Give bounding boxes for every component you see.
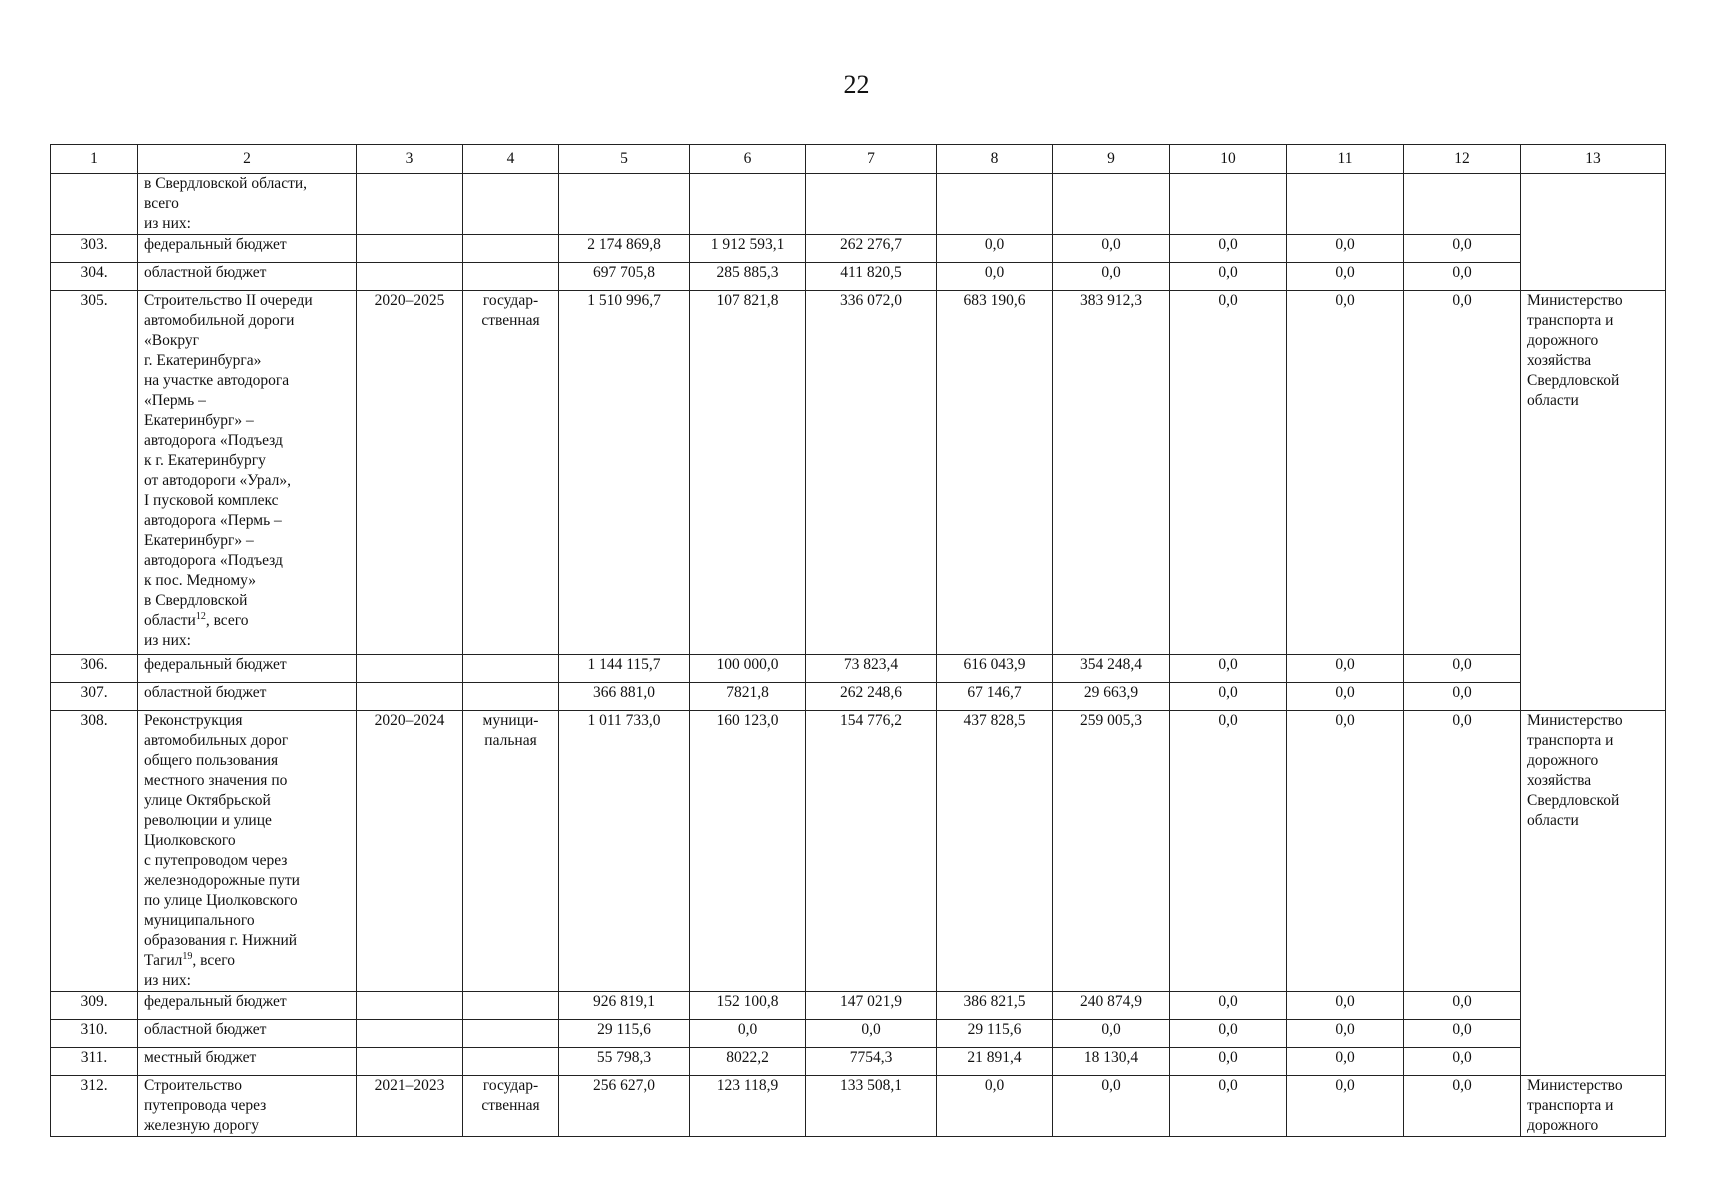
value-cell: 107 821,8 [690,291,806,655]
value-cell: 154 776,2 [806,711,937,992]
col-header: 8 [937,145,1053,174]
value-cell: 2 174 869,8 [559,235,690,263]
value-cell: 0,0 [1287,992,1404,1020]
value-cell: 0,0 [1170,683,1287,711]
value-cell: 29 115,6 [559,1020,690,1048]
value-cell: 262 276,7 [806,235,937,263]
value-cell: 0,0 [1170,263,1287,291]
value-cell: 123 118,9 [690,1076,806,1137]
row-number: 311. [51,1048,138,1076]
period-cell: 2020–2025 [357,291,463,655]
value-cell: 0,0 [1404,655,1521,683]
value-cell: 0,0 [1287,291,1404,655]
value-cell: 0,0 [1287,655,1404,683]
value-cell: 0,0 [1404,711,1521,992]
value-cell: 1 912 593,1 [690,235,806,263]
value-cell: 0,0 [1170,992,1287,1020]
value-cell: 0,0 [1404,992,1521,1020]
row-number: 305. [51,291,138,655]
table-row [51,235,1666,263]
value-cell: 383 912,3 [1053,291,1170,655]
value-cell: 437 828,5 [937,711,1053,992]
value-cell: 55 798,3 [559,1048,690,1076]
row-number: 307. [51,683,138,711]
value-cell: 0,0 [937,1076,1053,1137]
value-cell: 0,0 [1170,1076,1287,1137]
value-cell: 0,0 [1404,235,1521,263]
value-cell: 0,0 [1404,683,1521,711]
table-row [51,655,1666,683]
period-cell: 2021–2023 [357,1076,463,1137]
value-cell: 160 123,0 [690,711,806,992]
table-row [51,174,1666,235]
value-cell: 8022,2 [690,1048,806,1076]
row-number: 304. [51,263,138,291]
value-cell: 0,0 [1404,263,1521,291]
budget-source: федеральный бюджет [138,992,357,1020]
value-cell: 29 663,9 [1053,683,1170,711]
value-cell: 0,0 [1170,655,1287,683]
value-cell: 7754,3 [806,1048,937,1076]
value-cell: 73 823,4 [806,655,937,683]
value-cell: 147 021,9 [806,992,937,1020]
project-name: в Свердловской области, всего из них: [138,174,357,235]
value-cell: 0,0 [1287,235,1404,263]
col-header: 2 [138,145,357,174]
value-cell: 259 005,3 [1053,711,1170,992]
value-cell: 0,0 [1287,711,1404,992]
value-cell: 285 885,3 [690,263,806,291]
col-header: 10 [1170,145,1287,174]
budget-source: федеральный бюджет [138,235,357,263]
value-cell: 29 115,6 [937,1020,1053,1048]
value-cell: 1 144 115,7 [559,655,690,683]
value-cell: 0,0 [1053,1076,1170,1137]
row-number: 308. [51,711,138,992]
row-number: 310. [51,1020,138,1048]
value-cell: 411 820,5 [806,263,937,291]
department-cell: Министерство транспорта и дорожного хозяйства Свердловской области [1521,711,1666,1076]
ownership-cell: государ- ственная [463,1076,559,1137]
value-cell: 67 146,7 [937,683,1053,711]
budget-source: областной бюджет [138,263,357,291]
value-cell: 0,0 [806,1020,937,1048]
value-cell: 0,0 [937,263,1053,291]
col-header: 9 [1053,145,1170,174]
value-cell: 926 819,1 [559,992,690,1020]
table-row [51,683,1666,711]
col-header: 4 [463,145,559,174]
value-cell: 133 508,1 [806,1076,937,1137]
value-cell: 0,0 [1053,235,1170,263]
value-cell: 616 043,9 [937,655,1053,683]
value-cell: 256 627,0 [559,1076,690,1137]
value-cell: 683 190,6 [937,291,1053,655]
budget-source: областной бюджет [138,1020,357,1048]
value-cell: 21 891,4 [937,1048,1053,1076]
value-cell: 0,0 [1404,1076,1521,1137]
value-cell: 1 011 733,0 [559,711,690,992]
department-cell: Министерство транспорта и дорожного хозяйства Свердловской области [1521,291,1666,711]
value-cell: 0,0 [1404,291,1521,655]
table-row [51,263,1666,291]
value-cell: 240 874,9 [1053,992,1170,1020]
col-header: 3 [357,145,463,174]
value-cell: 0,0 [1404,1020,1521,1048]
value-cell: 0,0 [1287,1020,1404,1048]
row-number: 306. [51,655,138,683]
value-cell: 262 248,6 [806,683,937,711]
col-header: 1 [51,145,138,174]
value-cell: 0,0 [1287,1076,1404,1137]
budget-table [50,144,1666,1137]
page-number: 22 [843,70,870,99]
value-cell: 386 821,5 [937,992,1053,1020]
value-cell: 0,0 [1053,1020,1170,1048]
value-cell: 152 100,8 [690,992,806,1020]
value-cell: 0,0 [1404,1048,1521,1076]
value-cell: 0,0 [690,1020,806,1048]
table-row [51,1076,1666,1137]
value-cell: 697 705,8 [559,263,690,291]
value-cell: 0,0 [1170,1048,1287,1076]
budget-source: местный бюджет [138,1048,357,1076]
value-cell: 0,0 [937,235,1053,263]
value-cell: 1 510 996,7 [559,291,690,655]
budget-source: федеральный бюджет [138,655,357,683]
row-number: 312. [51,1076,138,1137]
col-header: 11 [1287,145,1404,174]
value-cell: 0,0 [1287,263,1404,291]
value-cell: 0,0 [1170,1020,1287,1048]
project-name: Строительство II очереди автомобильной дороги «Вокруг г. Екатеринбурга» на участке автодорога «Пермь – Екатеринбург» – автодорога «Подъезд к г. Екатеринбургу от автодороги «Урал», I пусковой комплекс автодорога «Пермь – Екатеринбург» – автодорога «Подъезд к пос. Медному» в Свердловской области$^{12}$, всего из них: [138,291,357,655]
value-cell: 0,0 [1170,235,1287,263]
value-cell: 18 130,4 [1053,1048,1170,1076]
value-cell: 0,0 [1053,263,1170,291]
period-cell: 2020–2024 [357,711,463,992]
value-cell: 0,0 [1287,683,1404,711]
table-row [51,291,1666,655]
value-cell: 7821,8 [690,683,806,711]
project-name: Реконструкция автомобильных дорог общего пользования местного значения по улице Октябрьской революции и улице Циолковского с путепроводом через железнодорожные пути по улице Циолковского муниципального образования г. Нижний Тагил$^{19}$, всего из них: [138,711,357,992]
value-cell: 0,0 [1170,291,1287,655]
table-row [51,711,1666,992]
department-cell [1521,174,1666,291]
table-row [51,1048,1666,1076]
table-row [51,1020,1666,1048]
col-header: 12 [1404,145,1521,174]
row-number: 303. [51,235,138,263]
value-cell: 336 072,0 [806,291,937,655]
header-row [51,145,1666,174]
row-number: 309. [51,992,138,1020]
ownership-cell: государ- ственная [463,291,559,655]
budget-source: областной бюджет [138,683,357,711]
col-header: 7 [806,145,937,174]
col-header: 6 [690,145,806,174]
value-cell: 0,0 [1287,1048,1404,1076]
value-cell: 354 248,4 [1053,655,1170,683]
department-cell: Министерство транспорта и дорожного [1521,1076,1666,1137]
project-name: Строительство путепровода через железную дорогу [138,1076,357,1137]
value-cell: 100 000,0 [690,655,806,683]
col-header: 5 [559,145,690,174]
ownership-cell: муници- пальная [463,711,559,992]
value-cell: 0,0 [1170,711,1287,992]
value-cell: 366 881,0 [559,683,690,711]
table-row [51,992,1666,1020]
col-header: 13 [1521,145,1666,174]
